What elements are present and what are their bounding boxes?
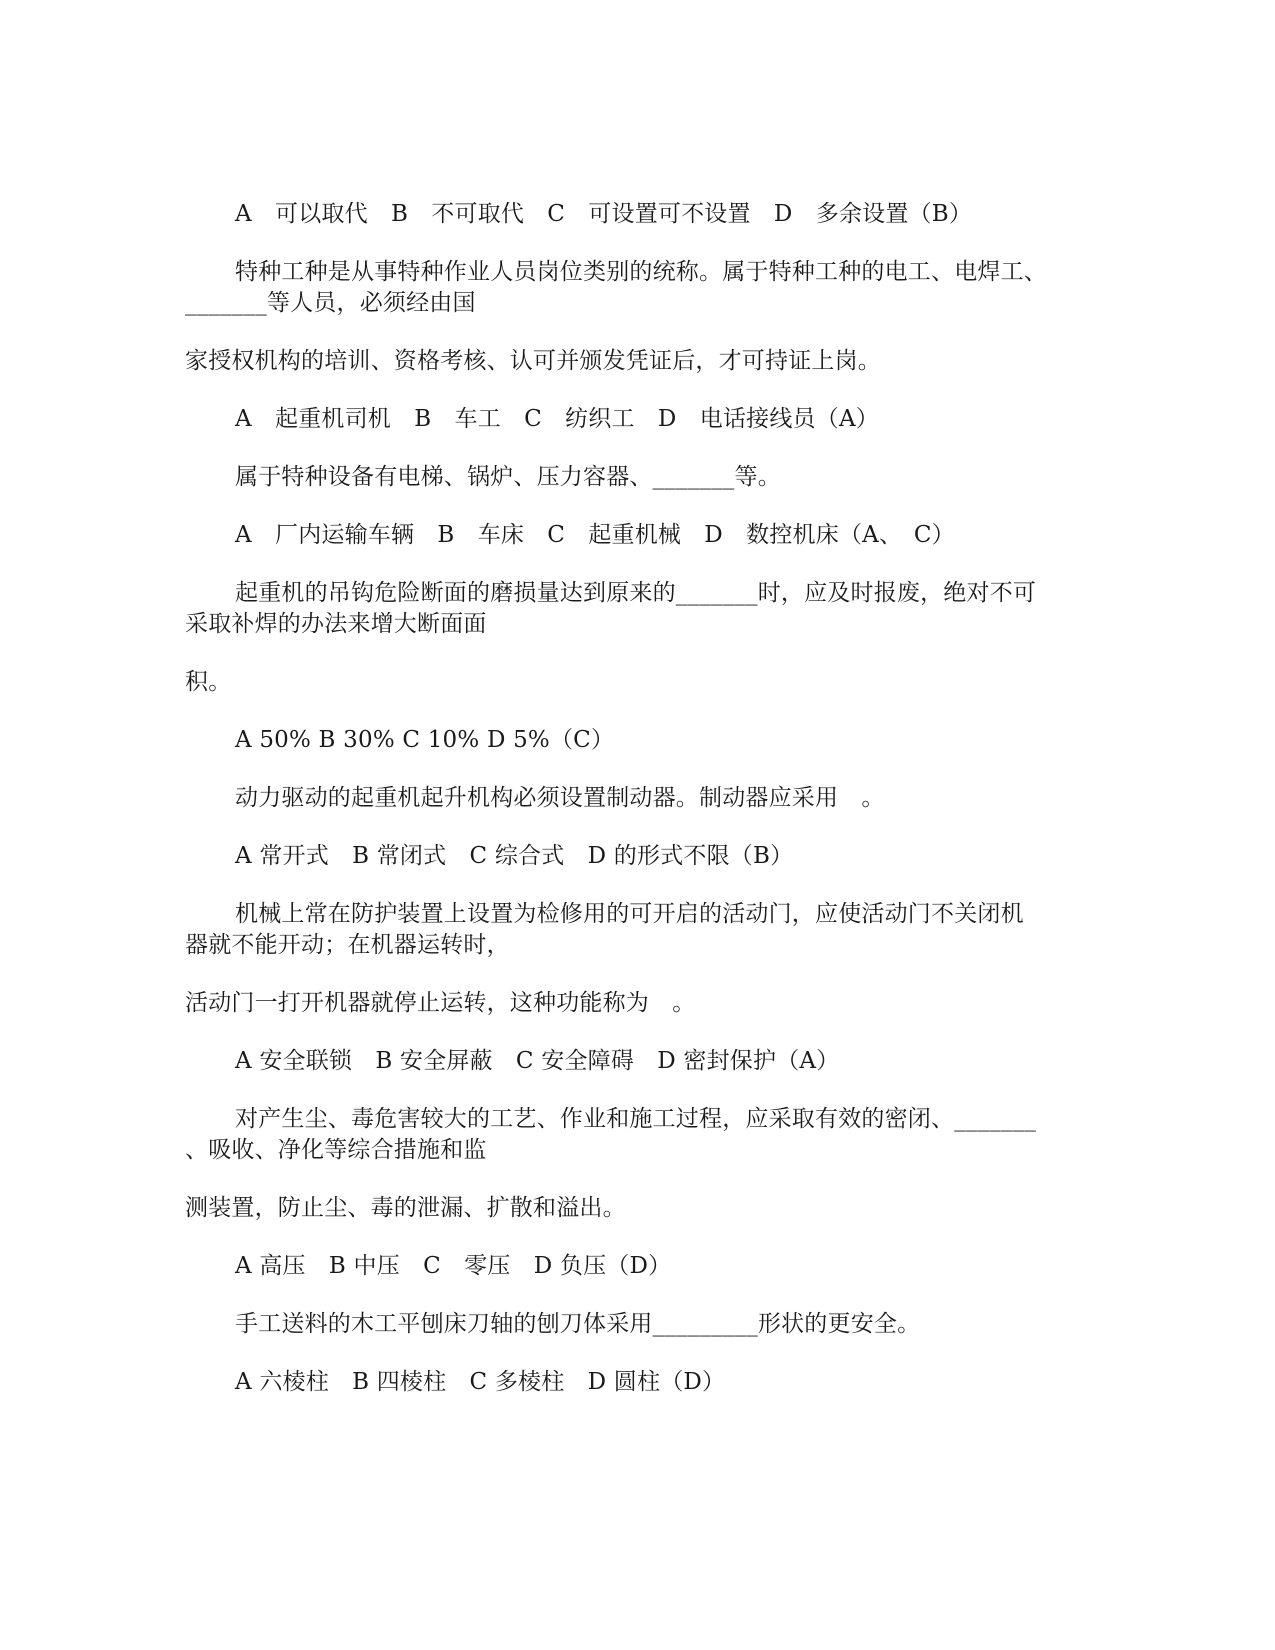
question-text-line: 对产生尘、毒危害较大的工艺、作业和施工过程，应采取有效的密闭、_______	[235, 1106, 1037, 1132]
answer-options-line: A 常开式 B 常闭式 C 综合式 D 的形式不限（B）	[235, 843, 794, 869]
answer-options-line: A 安全联锁 B 安全屏蔽 C 安全障碍 D 密封保护（A）	[235, 1048, 840, 1074]
question-text-line: 积。	[185, 669, 232, 695]
question-text-line: 属于特种设备有电梯、锅炉、压力容器、_______等。	[235, 464, 781, 490]
answer-options-line: A 可以取代 B 不可取代 C 可设置可不设置 D 多余设置（B）	[235, 201, 973, 227]
question-text-line: 采取补焊的办法来增大断面面	[185, 611, 487, 637]
answer-options-line: A 起重机司机 B 车工 C 纺织工 D 电话接线员（A）	[235, 406, 879, 432]
question-text-line: 动力驱动的起重机起升机构必须设置制动器。制动器应采用 。	[235, 785, 885, 811]
question-text-line: _______等人员，必须经由国	[185, 290, 476, 316]
question-text-line: 测装置，防止尘、毒的泄漏、扩散和溢出。	[185, 1195, 626, 1221]
question-text-line: 家授权机构的培训、资格考核、认可并颁发凭证后，才可持证上岗。	[185, 348, 881, 374]
question-text-line: 机械上常在防护装置上设置为检修用的可开启的活动门，应使活动门不关闭机	[235, 901, 1024, 927]
answer-options-line: A 高压 B 中压 C 零压 D 负压（D）	[235, 1253, 672, 1279]
question-text-line: 活动门一打开机器就停止运转，这种功能称为 。	[185, 990, 696, 1016]
question-text-line: 、吸收、净化等综合措施和监	[185, 1137, 487, 1163]
question-text-line: 特种工种是从事特种作业人员岗位类别的统称。属于特种工种的电工、电焊工、	[235, 259, 1047, 285]
question-text-line: 起重机的吊钩危险断面的磨损量达到原来的_______时，应及时报废，绝对不可	[235, 580, 1037, 606]
answer-options-line: A 六棱柱 B 四棱柱 C 多棱柱 D 圆柱（D）	[235, 1369, 726, 1395]
answer-options-line: A 厂内运输车辆 B 车床 C 起重机械 D 数控机床（A、 C）	[235, 522, 955, 548]
question-text-line: 器就不能开动；在机器运转时，	[185, 932, 510, 958]
answer-options-line: A 50% B 30% C 10% D 5%（C）	[235, 727, 615, 753]
question-text-line: 手工送料的木工平刨床刀轴的刨刀体采用_________形状的更安全。	[235, 1311, 921, 1337]
